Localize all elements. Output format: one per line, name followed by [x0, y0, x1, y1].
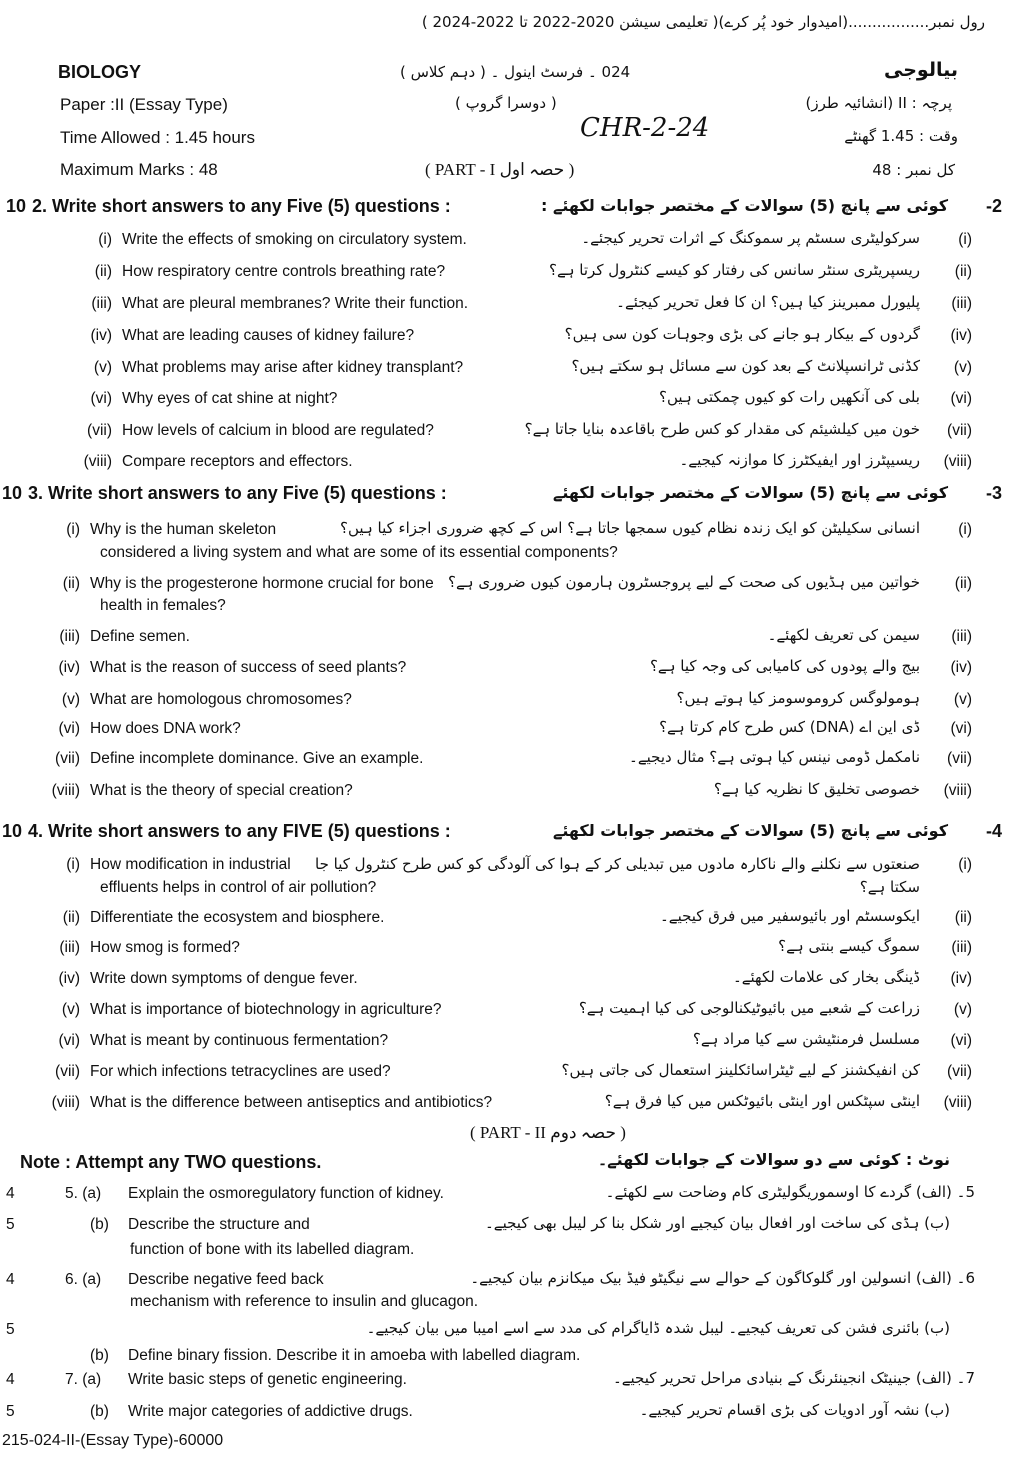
question-heading-ur: کوئی سے پانچ (5) سوالات کے مختصر جوابات لکھئے	[552, 483, 948, 502]
part2-marks: 4	[6, 1271, 15, 1288]
item-roman-en: (vii)	[87, 422, 112, 439]
item-text-ur: ڈینگی بخار کی علامات لکھئے۔	[732, 968, 920, 986]
part2-text-ur: 7۔ (الف) جینیٹک انجینئرنگ کے بنیادی مراحل تحریر کیجیے۔	[612, 1369, 975, 1387]
item-text-en: What is the reason of success of seed plants?	[90, 659, 407, 676]
item-roman-en: (vi)	[58, 1032, 80, 1049]
item-text-ur: اینٹی سپٹکس اور اینٹی بائیوٹکس میں کیا فرق ہے؟	[604, 1092, 920, 1110]
item-roman-en: (v)	[93, 359, 112, 376]
item-roman-en: (i)	[66, 856, 80, 873]
item-roman-en: (viii)	[51, 782, 80, 799]
footer-code: 215-024-II-(Essay Type)-60000	[2, 1432, 224, 1449]
part2-text-ur: (ب) ہڈی کی ساخت اور افعال بیان کیجیے اور شکل بنا کر لیبل بھی کیجیے۔	[485, 1214, 950, 1232]
item-text-ur: بیج والے پودوں کی کامیابی کی وجہ کیا ہے؟	[649, 657, 920, 675]
item-text-en-cont: health in females?	[100, 597, 226, 614]
time-ur: وقت : 1.45 گھنٹے	[844, 127, 958, 145]
item-roman-en: (iv)	[58, 659, 80, 676]
item-text-ur: صنعتوں سے نکلنے والے ناکارہ مادوں میں تبدیلی کر کے ہوا کی آلودگی کو کس طرح کنٹرول کیا جا سکتا ہے؟	[315, 855, 920, 896]
item-roman-en: (v)	[61, 1001, 80, 1018]
item-roman-ur: (v)	[953, 1001, 972, 1018]
item-roman-ur: (v)	[953, 691, 972, 708]
item-roman-ur: (ii)	[954, 909, 972, 926]
item-roman-en: (v)	[61, 691, 80, 708]
item-text-en: Define semen.	[90, 628, 190, 645]
time-en: Time Allowed : 1.45 hours	[60, 128, 255, 147]
item-text-en: What are homologous chromosomes?	[90, 691, 352, 708]
part2-text-en-cont: function of bone with its labelled diagram.	[130, 1241, 415, 1258]
item-text-en: For which infections tetracyclines are used?	[90, 1063, 391, 1080]
part2-text-ur: 5۔ (الف) گردے کا اوسموریگولیٹری کام وضاحت سے لکھئے۔	[605, 1183, 975, 1201]
item-roman-en: (iv)	[58, 970, 80, 987]
item-roman-en: (iii)	[91, 295, 112, 312]
item-text-en: What is importance of biotechnology in agriculture?	[90, 1001, 442, 1018]
item-text-ur: بلی کی آنکھیں رات کو کیوں چمکتی ہیں؟	[659, 388, 920, 406]
item-roman-ur: (v)	[953, 359, 972, 376]
handwritten-code: CHR-2-24	[580, 113, 710, 143]
item-text-ur: سموگ کیسے بنتی ہے؟	[778, 937, 920, 955]
part2-label: 5. (a)	[65, 1185, 102, 1202]
marks-en: Maximum Marks : 48	[60, 160, 218, 179]
question-marks: 10	[2, 821, 23, 841]
part2-marks: 5	[6, 1216, 15, 1233]
question-heading-en: 4. Write short answers to any FIVE (5) questions :	[28, 821, 451, 841]
note-en: Note : Attempt any TWO questions.	[20, 1152, 322, 1172]
part2-text-en: Describe the structure and	[128, 1216, 310, 1233]
question-heading-ur: کوئی سے پانچ (5) سوالات کے مختصر جوابات لکھئے :	[540, 196, 948, 215]
item-roman-en: (iii)	[59, 628, 80, 645]
question-marks: 10	[2, 483, 23, 503]
part2-text-ur: (ب) نشہ آور ادویات کی بڑی اقسام تحریر کیجیے۔	[639, 1401, 950, 1419]
item-roman-en: (viii)	[51, 1094, 80, 1111]
item-text-en: Compare receptors and effectors.	[122, 453, 353, 470]
item-roman-en: (vii)	[55, 750, 80, 767]
item-roman-ur: (viii)	[943, 782, 972, 799]
item-text-en: How respiratory centre controls breathing rate?	[122, 263, 446, 280]
item-roman-en: (iv)	[90, 327, 112, 344]
item-text-ur: کڈنی ٹرانسپلانٹ کے بعد کون سے مسائل ہو سکتے ہیں؟	[571, 357, 920, 375]
item-roman-ur: (iv)	[950, 659, 972, 676]
part2-text-en: Write major categories of addictive drugs.	[128, 1403, 413, 1420]
item-text-ur: خون میں کیلشیئم کی مقدار کو کس طرح باقاعدہ بنایا جاتا ہے؟	[524, 420, 920, 438]
item-roman-en: (vi)	[58, 720, 80, 737]
subject-ur: بیالوجی	[884, 59, 958, 81]
question-heading-ur: کوئی سے پانچ (5) سوالات کے مختصر جوابات لکھئے	[552, 821, 948, 840]
item-text-ur: ریسپریٹری سنٹر سانس کی رفتار کو کیسے کنٹرول کرتا ہے؟	[548, 261, 920, 279]
part2-label: (b)	[90, 1216, 109, 1233]
item-text-ur: سرکولیٹری سسٹم پر سموکنگ کے اثرات تحریر کیجئے۔	[581, 229, 920, 247]
part2-title: ( PART - II حصہ دوم )	[470, 1123, 626, 1142]
group-ur: ( دوسرا گروپ )	[455, 94, 557, 112]
item-text-ur: زراعت کے شعبے میں بائیوٹیکنالوجی کی کیا اہمیت ہے؟	[578, 999, 920, 1017]
item-roman-ur: (iii)	[951, 295, 972, 312]
item-text-ur: ڈی این اے (DNA) کس طرح کام کرتا ہے؟	[659, 718, 920, 736]
item-roman-ur: (ii)	[954, 575, 972, 592]
paper-en: Paper :II (Essay Type)	[60, 95, 228, 114]
item-text-ur: نامکمل ڈومی نینس کیا ہوتی ہے؟ مثال دیجیے۔	[629, 748, 920, 766]
item-roman-ur: (iii)	[951, 628, 972, 645]
item-text-en: Why eyes of cat shine at night?	[122, 390, 338, 407]
part2-text-en: Write basic steps of genetic engineering.	[128, 1371, 407, 1388]
question-marks: 10	[6, 196, 27, 216]
item-text-en: Define incomplete dominance. Give an example.	[90, 750, 424, 767]
item-roman-ur: (iv)	[950, 970, 972, 987]
part2-marks: 4	[6, 1371, 15, 1388]
item-text-en: What is the difference between antiseptics and antibiotics?	[90, 1094, 493, 1111]
part2-text-en: Define binary fission. Describe it in amoeba with labelled diagram.	[128, 1347, 581, 1364]
item-roman-en: (ii)	[62, 575, 80, 592]
part2-text-en-cont: mechanism with reference to insulin and glucagon.	[130, 1293, 479, 1310]
item-roman-ur: (iv)	[950, 327, 972, 344]
item-text-en: Write the effects of smoking on circulatory system.	[122, 231, 467, 248]
question-heading-en: 3. Write short answers to any Five (5) questions :	[28, 483, 447, 503]
item-text-en: What are pleural membranes? Write their function.	[122, 295, 469, 312]
item-text-ur: گردوں کے بیکار ہو جانے کی بڑی وجوہات کون سی ہیں؟	[564, 325, 920, 343]
item-text-ur: انسانی سکیلیٹن کو ایک زندہ نظام کیوں سمجھا جاتا ہے؟ اس کے کچھ ضروری اجزاء کیا ہیں؟	[340, 519, 920, 537]
item-text-en: Write down symptoms of dengue fever.	[90, 970, 358, 987]
item-roman-ur: (viii)	[943, 1094, 972, 1111]
class-code-ur: 024 ۔ فرسٹ اینول ۔ ( دہم کلاس )	[400, 63, 631, 81]
item-roman-en: (vii)	[55, 1063, 80, 1080]
item-text-en: How levels of calcium in blood are regulated?	[122, 422, 434, 439]
item-text-en: What are leading causes of kidney failure?	[122, 327, 415, 344]
item-text-ur: پلیورل ممبرینز کیا ہیں؟ ان کا فعل تحریر کیجئے۔	[616, 293, 920, 311]
part2-text-ur: (ب) بائنری فشن کی تعریف کیجیے۔ لیبل شدہ ڈایاگرام کی مدد سے اسے امیبا میں بیان کیجیے۔	[366, 1319, 950, 1337]
item-text-en: What is meant by continuous fermentation?	[90, 1032, 389, 1049]
item-text-ur: خصوصی تخلیق کا نظریہ کیا ہے؟	[713, 780, 920, 798]
part2-marks: 5	[6, 1403, 15, 1420]
item-roman-ur: (vii)	[947, 422, 972, 439]
item-roman-ur: (i)	[958, 856, 972, 873]
item-text-ur: ریسیپٹرز اور ایفیکٹرز کا موازنہ کیجیے۔	[679, 451, 920, 469]
item-text-en: What is the theory of special creation?	[90, 782, 353, 799]
question-number-ur: -4	[985, 821, 1002, 841]
question-number-ur: -3	[985, 483, 1002, 503]
item-roman-ur: (vii)	[947, 750, 972, 767]
item-roman-en: (viii)	[83, 453, 112, 470]
item-text-en: Differentiate the ecosystem and biosphere.	[90, 909, 385, 926]
item-roman-ur: (ii)	[954, 263, 972, 280]
part2-label: (b)	[90, 1403, 109, 1420]
item-text-ur: کن انفیکشنز کے لیے ٹیٹراسائکلینز استعمال کی جاتی ہیں؟	[561, 1061, 920, 1079]
part2-marks: 5	[6, 1321, 15, 1338]
item-text-en: What problems may arise after kidney transplant?	[122, 359, 464, 376]
item-text-ur: ہومولوگس کروموسومز کیا ہوتے ہیں؟	[676, 689, 920, 707]
note-ur: نوٹ : کوئی سے دو سوالات کے جوابات لکھئے۔	[597, 1150, 950, 1169]
part2-marks: 4	[6, 1185, 15, 1202]
part2-text-en: Describe negative feed back	[128, 1271, 324, 1288]
part2-text-en: Explain the osmoregulatory function of kidney.	[128, 1185, 444, 1202]
item-text-en-cont: considered a living system and what are some of its essential components?	[100, 544, 618, 561]
item-text-en: How modification in industrial	[90, 856, 291, 873]
question-heading-en: 2. Write short answers to any Five (5) questions :	[32, 196, 451, 216]
item-roman-en: (i)	[66, 521, 80, 538]
marks-ur: کل نمبر : 48	[872, 161, 955, 179]
subject-en: BIOLOGY	[58, 62, 142, 82]
item-text-en: How smog is formed?	[90, 939, 240, 956]
part2-label: 7. (a)	[65, 1371, 102, 1388]
item-text-en: Why is the progesterone hormone crucial for bone	[90, 575, 434, 592]
item-text-ur: خواتین میں ہڈیوں کی صحت کے لیے پروجسٹرون ہارمون کیوں ضروری ہے؟	[448, 573, 920, 591]
item-roman-en: (ii)	[62, 909, 80, 926]
item-roman-en: (vi)	[90, 390, 112, 407]
item-text-en-cont: effluents helps in control of air pollution?	[100, 879, 377, 896]
item-roman-ur: (vi)	[950, 720, 972, 737]
item-text-en: Why is the human skeleton	[90, 521, 277, 538]
item-text-ur: ایکوسسٹم اور بائیوسفیر میں فرق کیجیے۔	[659, 907, 920, 925]
item-text-ur: سیمن کی تعریف لکھئے۔	[767, 626, 920, 644]
item-roman-en: (ii)	[94, 263, 112, 280]
paper-ur: پرچہ : II (انشائیہ طرز)	[805, 94, 952, 112]
item-roman-ur: (vi)	[950, 1032, 972, 1049]
item-roman-en: (i)	[98, 231, 112, 248]
item-roman-en: (iii)	[59, 939, 80, 956]
item-text-ur: مسلسل فرمنٹیشن سے کیا مراد ہے؟	[692, 1030, 920, 1048]
roll-number-line: رول نمبر.................(امیدوار خود پُر کرے)( تعلیمی سیشن 2020-2022 تا 2022-2024 )	[421, 13, 985, 31]
item-roman-ur: (vii)	[947, 1063, 972, 1080]
part2-label: 6. (a)	[65, 1271, 102, 1288]
part2-label: (b)	[90, 1347, 109, 1364]
item-roman-ur: (viii)	[943, 453, 972, 470]
part1-title: ( PART - I حصہ اول )	[425, 160, 575, 179]
part2-text-ur: 6۔ (الف) انسولین اور گلوکاگون کے حوالے سے نیگیٹو فیڈ بیک میکانزم بیان کیجیے۔	[470, 1269, 975, 1287]
item-roman-ur: (vi)	[950, 390, 972, 407]
item-roman-ur: (i)	[958, 521, 972, 538]
question-number-ur: -2	[985, 196, 1002, 216]
item-roman-ur: (iii)	[951, 939, 972, 956]
item-roman-ur: (i)	[958, 231, 972, 248]
item-text-en: How does DNA work?	[90, 720, 241, 737]
